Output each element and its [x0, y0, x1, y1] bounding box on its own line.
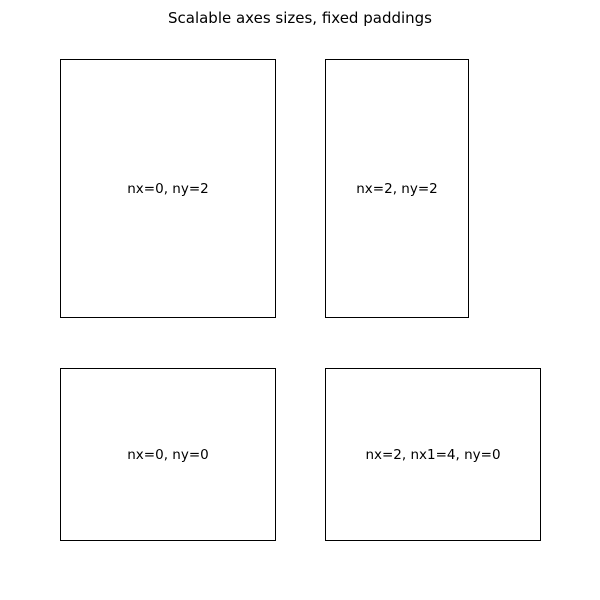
axes-top-right [325, 59, 469, 318]
axes-label-bottom-right: nx=2, nx1=4, ny=0 [365, 446, 501, 463]
axes-label-top-left: nx=0, ny=2 [127, 180, 209, 197]
axes-bottom-right [325, 368, 541, 541]
axes-bottom-left [60, 368, 276, 541]
axes-label-top-right: nx=2, ny=2 [356, 180, 438, 197]
figure-title: Scalable axes sizes, fixed paddings [167, 9, 432, 27]
axes-label-bottom-left: nx=0, ny=0 [127, 446, 209, 463]
axes-top-left [60, 59, 276, 318]
